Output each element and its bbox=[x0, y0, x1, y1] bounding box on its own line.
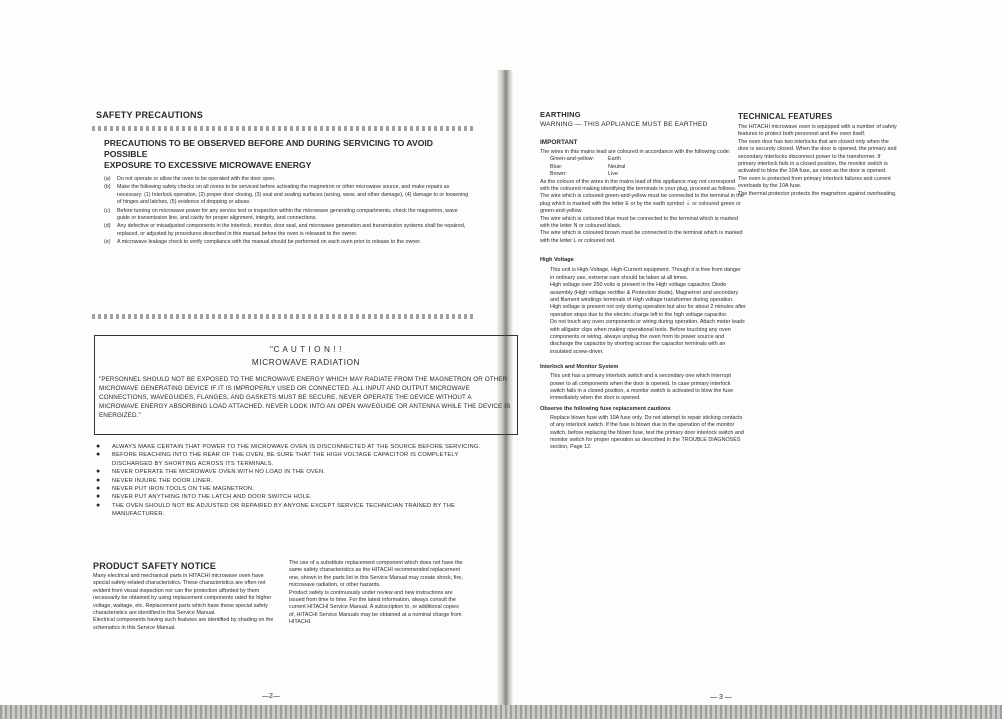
bullet-icon: ● bbox=[96, 501, 101, 509]
caution-heading: "C A U T I O N ! ! bbox=[269, 345, 343, 354]
safety-bullets bbox=[96, 443, 492, 519]
important-heading: IMPORTANT bbox=[540, 139, 578, 146]
product-safety-col1: Many electrical and mechanical parts in HITACHI microwave oven have special safety-related characteristics. These characteristics are often not evident from visual inspection nor can the protection afforded by them necessarily be obtained by using replacement components rated for higher voltage, wattage, etc. Replacement parts which have these special safety characteristics are identified in this Service Manual. Electrical components having such features are identified by shading on the schematics in this Service Manual. bbox=[93, 573, 274, 631]
bullet-icon: ● bbox=[96, 485, 101, 493]
earthing-heading: EARTHING bbox=[540, 110, 581, 119]
earthing-warning: WARNING — THIS APPLIANCE MUST BE EARTHED bbox=[540, 121, 708, 128]
list-item: ● NEVER OPERATE THE MICROWAVE OVEN WITH NO LOAD IN THE OVEN. bbox=[96, 468, 326, 476]
colour-code-list bbox=[540, 156, 746, 178]
precaution-text: Do not operate or allow the oven to be operated with the door open. bbox=[117, 176, 276, 182]
precaution-label: (a) bbox=[104, 176, 111, 182]
product-safety-col2: The use of a substitute replacement component which does not have the same safety characteristics as the HITACHI recommended replacement one, shown in the parts list in this Service Manual may create shock, fire, microwave radiation, or other hazards. Product safety is continuously under review and new instructions are issued from time to time. For the latest information, always consult the current HITACHI Service Manual. A subscription to, or additional copies of, HITACHI Service Manuals may be obtained at a nominal charge from HITACHI. bbox=[289, 560, 463, 626]
caution-box bbox=[94, 335, 518, 435]
list-item: ● NEVER INJURE THE DOOR LINER. bbox=[96, 476, 213, 484]
list-item: ● BEFORE REACHING INTO THE REAR OF THE OVEN, BE SURE THAT THE HIGH VOLTAGE CAPACITOR IS COMPLETELY DISCHARGED BY SHORTING ACROSS ITS TERMINALS. bbox=[96, 451, 459, 467]
list-item: ● ALWAYS MAKE CERTAIN THAT POWER TO THE MICROWAVE OVEN IS DISCONNECTED AT THE SOURCE BEFORE SERVICING. bbox=[96, 443, 481, 450]
important-intro: The wires in this mains lead are coloured in accordance with the following code: bbox=[540, 149, 731, 155]
precaution-text: Before turning on microwave power for any service test or inspection within the microwave generating compartments, check the magnetron, wave guide or transmission line, and cavity for proper alignment, integrity, and connections. bbox=[117, 207, 458, 222]
important-body: As the colours of the wires in the mains lead of this appliance may not correspond with the coloured making identifying the terminals in your plug, proceed as follows. The wire which is coloured green-and-yellow must be connected to the terminal in the plug which is marked with the letter E or by the earth symbol ⏚ or coloured green or green-and-yellow. The wire which is coloured blue must be connected to the terminal which is marked with the letter N or coloured black. The wire which is coloured brown must be connected to the terminal which is marked with the letter L or coloured red. bbox=[540, 178, 744, 244]
wavy-border-bottom bbox=[92, 314, 474, 319]
bullet-icon: ● bbox=[96, 468, 101, 476]
colour-code-row: Brown: Live bbox=[550, 171, 618, 178]
wavy-border-top bbox=[92, 126, 474, 131]
precaution-text: Any defective or misadjusted components in the interlock, monitor, door seal, and microwave generation and transmission systems shall be repaired, replaced, or adjusted by procedures described in this manual before the oven is released to the owner. bbox=[117, 223, 466, 237]
interlock-body: This unit has a primary interlock switch and a secondary one which interrupt power to all components when the door is opened. In case primary interlock switch fails in a closed position, a monitor switch is activated to blow the fuse immediately when the door is opened. bbox=[550, 373, 734, 402]
precautions-title bbox=[104, 138, 472, 171]
safety-precautions-heading: SAFETY PRECAUTIONS bbox=[96, 110, 203, 120]
interlock-heading: Interlock and Monitor System bbox=[540, 364, 619, 371]
caution-body: "PERSONNEL SHOULD NOT BE EXPOSED TO THE MICROWAVE ENERGY WHICH MAY RADIATE FROM THE MAGNETRON OR OTHER MICROWAVE GENERATING DEVICE IF IT IS IMPROPERLY USED OR CONNECTED. ALL INPUT AND OUTPUT MICROWAVE CONNECTIONS, WAVEGUIDES, FLANGES, AND GASKETS MUST BE SECURE. NEVER OPERATE THE DEVICE WITHOUT A MICROWAVE ENERGY ABSORBING LOAD ATTACHED. NEVER LOOK INTO AN OPEN WAVEGUIDE OR ANTENNA WHILE THE DEVICE IS ENERGIZED." bbox=[99, 376, 511, 420]
technical-features-body: The HITACHI microwave oven is equipped with a number of safety features to protect both personnel and the oven itself. The oven door has two interlocks that are closed only when the door is securely closed. When the door is opened, the primary and secondary interlocks disconnect power to the transformer. If primary interlock fails in a closed position, the monitor switch is activated to blow the 10A fuse, as soon as the door is opened. The oven is protected from primary interlock failures and current overloads by the 10A fuse. The thermal protector protects the magnetron against overheating. bbox=[738, 124, 897, 197]
precaution-a bbox=[104, 176, 470, 184]
precaution-d bbox=[104, 223, 470, 238]
technical-features-section bbox=[738, 112, 898, 198]
high-voltage-heading: High Voltage bbox=[540, 257, 574, 264]
high-voltage-body: This unit is High-Voltage, High-Current equipment. Though it is free from danger in ordinary use, extreme care should be taken at all times. High voltage over 250 volts is present in the High voltage capacitor, Diode assembly (High voltage rectifier & Protection diode), Magnetron and secondary and filament windings terminals of High voltage transformer during operation. High voltage is present not only during operation but also for about 2 minutes after operation stops due to the electric charge left in the high voltage capacitor. Do not touch any oven components or wiring during operation. Attach meter leads with alligator clips when making operational tests. Before touching any oven components or wiring, always unplug the oven from its power source and discharge the capacitor by shorting across the capacitor terminals with an insulated screw-driver. bbox=[550, 267, 746, 355]
precautions-title-line1: PRECAUTIONS TO BE OBSERVED BEFORE AND DURING SERVICING TO AVOID POSSIBLE bbox=[104, 138, 433, 159]
precaution-label: (c) bbox=[104, 207, 111, 214]
precautions-title-line2: EXPOSURE TO EXCESSIVE MICROWAVE ENERGY bbox=[104, 160, 312, 170]
fuse-heading: Observe the following fuse replacement cautions bbox=[540, 405, 671, 412]
precaution-e bbox=[104, 239, 470, 247]
precaution-b bbox=[104, 184, 470, 207]
right-page bbox=[508, 0, 1002, 719]
precaution-c bbox=[104, 208, 470, 223]
precaution-text: Make the following safety checks on all ovens to be serviced before activating the magnetron or other microwave source, and make repairs as necessary: (1) Interlock operation, (2) proper door closing, (3) seal and sealing surfaces (arcing, wear, and other damage), (4) damage to or loosening of hinges and latches, (5) evidence of dropping or abuse. bbox=[117, 184, 469, 206]
colour-code-row: Blue: Neutral bbox=[550, 163, 626, 170]
bullet-icon: ● bbox=[96, 443, 101, 450]
page-number-right: — 3 — bbox=[710, 694, 732, 701]
precaution-label: (b) bbox=[104, 184, 111, 191]
technical-features-heading: TECHNICAL FEATURES bbox=[738, 112, 833, 121]
precaution-text: A microwave leakage check to verify compliance with the manual should be performed on each oven prior to release to the owner. bbox=[117, 239, 422, 246]
page-number-left: —2— bbox=[262, 693, 280, 700]
product-safety-heading: PRODUCT SAFETY NOTICE bbox=[93, 561, 217, 571]
fuse-body: Replace blown fuse with 10A fuse only. Do not attempt to repair sticking contacts of any interlock switch. If the fuse is blown due to the operation of the monitor switch, before replacing the blown fuse, test the primary door interlock switch and monitor switch for proper operation as described in the TROUBLE DIAGNOSES section, Page 12. bbox=[550, 414, 744, 451]
list-item: ● THE OVEN SHOULD NOT BE ADJUSTED OR REPAIRED BY ANYONE EXCEPT SERVICE TECHNICIAN TRAINED BY THE MANUFACTURER. bbox=[96, 501, 456, 518]
precaution-label: (d) bbox=[104, 223, 111, 230]
precaution-label: (e) bbox=[104, 239, 111, 246]
scan-bottom-edge bbox=[0, 705, 1002, 719]
colour-code-row: Green-and-yellow: Earth bbox=[550, 156, 621, 163]
earthing-section bbox=[540, 110, 746, 452]
list-item: ● NEVER PUT ANYTHING INTO THE LATCH AND DOOR SWITCH HOLE. bbox=[96, 493, 312, 501]
microwave-radiation-heading: MICROWAVE RADIATION bbox=[251, 358, 361, 367]
bullet-icon: ● bbox=[96, 451, 101, 459]
bullet-icon: ● bbox=[96, 476, 101, 484]
bullet-icon: ● bbox=[96, 493, 101, 501]
list-item: ● NEVER PUT IRON TOOLS ON THE MAGNETRON. bbox=[96, 485, 255, 493]
precautions-list bbox=[104, 176, 470, 247]
